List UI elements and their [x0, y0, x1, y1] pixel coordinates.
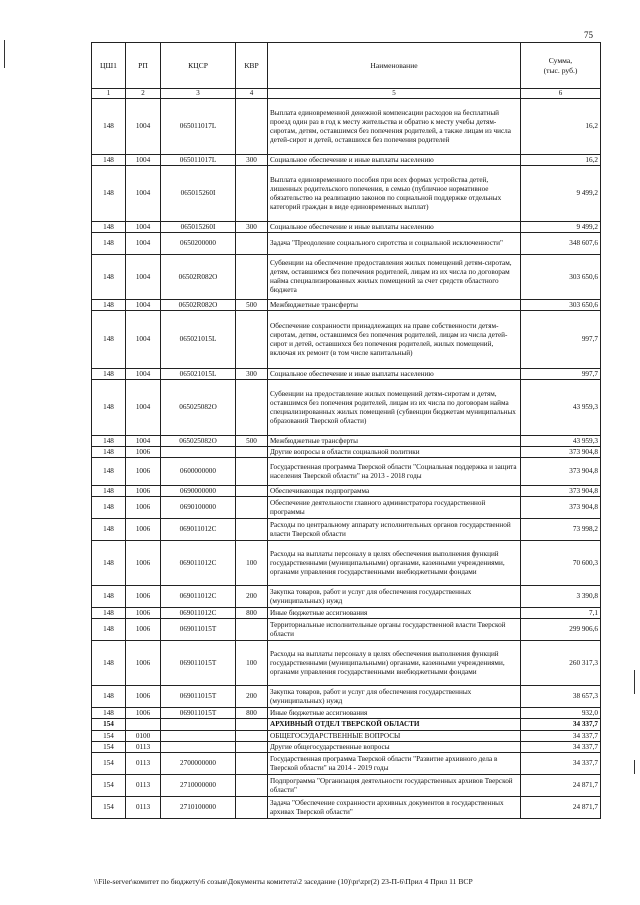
column-number: 6 — [521, 89, 601, 99]
cell-rp: 1006 — [126, 641, 161, 686]
header-row — [92, 43, 601, 89]
cell-rp: 1004 — [126, 311, 161, 369]
cell-kvr: 300 — [236, 369, 268, 380]
cell-kvr: 300 — [236, 222, 268, 233]
table-row — [92, 719, 601, 731]
cell-sum: 303 650,6 — [521, 300, 601, 311]
cell-name: Закупка товаров, работ и услуг для обеспечения государственных (муниципальных) нужд — [268, 686, 521, 708]
cell-kcsr: 069011015T — [161, 686, 236, 708]
cell-sum: 34 337,7 — [521, 742, 601, 753]
cell-kcsr: 065021015L — [161, 369, 236, 380]
cell-rp: 1006 — [126, 619, 161, 641]
cell-kcsr: 065021015L — [161, 311, 236, 369]
cell-cshch: 148 — [92, 519, 126, 541]
cell-rp: 1006 — [126, 708, 161, 719]
cell-kcsr: 069011012C — [161, 519, 236, 541]
cell-kvr — [236, 775, 268, 797]
table-row — [92, 641, 601, 686]
table-row — [92, 686, 601, 708]
column-number: 4 — [236, 89, 268, 99]
cell-rp: 1004 — [126, 255, 161, 300]
cell-name: Иные бюджетные ассигнования — [268, 708, 521, 719]
cell-name: Территориальные исполнительные органы государственной власти Тверской области — [268, 619, 521, 641]
cell-kcsr: 069011015T — [161, 641, 236, 686]
cell-rp: 1004 — [126, 233, 161, 255]
cell-cshch: 148 — [92, 458, 126, 486]
cell-sum: 16,2 — [521, 155, 601, 166]
cell-kcsr: 065025082O — [161, 436, 236, 447]
table-row — [92, 380, 601, 436]
cell-name: Государственная программа Тверской области "Развитие архивного дела в Тверской области" на 2014 - 2019 годы — [268, 753, 521, 775]
cell-rp: 1004 — [126, 300, 161, 311]
cell-sum: 373 904,8 — [521, 497, 601, 519]
table-row — [92, 155, 601, 166]
column-number: 1 — [92, 89, 126, 99]
cell-rp: 0113 — [126, 775, 161, 797]
cell-kvr — [236, 497, 268, 519]
table-row — [92, 99, 601, 155]
cell-sum: 24 871,7 — [521, 775, 601, 797]
cell-kvr — [236, 797, 268, 819]
cell-sum: 997,7 — [521, 369, 601, 380]
cell-rp: 1006 — [126, 447, 161, 458]
cell-cshch: 148 — [92, 166, 126, 222]
cell-rp: 1006 — [126, 519, 161, 541]
cell-kvr — [236, 447, 268, 458]
cell-kcsr: 069011012C — [161, 541, 236, 586]
table-row — [92, 447, 601, 458]
cell-kvr: 100 — [236, 541, 268, 586]
col-header-sum-line2: (тыс. руб.) — [543, 65, 578, 75]
cell-cshch: 154 — [92, 775, 126, 797]
cell-kcsr: 0650200000 — [161, 233, 236, 255]
table-row — [92, 222, 601, 233]
cell-kcsr: 0690100000 — [161, 497, 236, 519]
table-row — [92, 486, 601, 497]
col-header-sum — [521, 43, 601, 89]
cell-kcsr: 065011017L — [161, 99, 236, 155]
cell-cshch: 154 — [92, 753, 126, 775]
cell-name: Социальное обеспечение и иные выплаты населению — [268, 222, 521, 233]
cell-kcsr: 065015260I — [161, 166, 236, 222]
cell-cshch: 148 — [92, 641, 126, 686]
cell-rp — [126, 719, 161, 731]
cell-kvr — [236, 486, 268, 497]
cell-cshch: 148 — [92, 686, 126, 708]
cell-sum: 34 337,7 — [521, 731, 601, 742]
cell-sum: 348 607,6 — [521, 233, 601, 255]
cell-cshch: 148 — [92, 155, 126, 166]
table-body — [92, 99, 601, 819]
cell-name: Выплата единовременной денежной компенсации расходов на бесплатный проезд один раз в год к месту жительства и обратно к месту учебы детям-сиротам, детям, оставшимся без попечения родителей, а также лицам из числа детей-сирот и детей, оставшихся без попечения родителей — [268, 99, 521, 155]
right-edge-mark — [634, 670, 635, 694]
cell-kvr: 500 — [236, 436, 268, 447]
cell-cshch: 148 — [92, 608, 126, 619]
cell-kvr — [236, 619, 268, 641]
cell-name: Обеспечение деятельности главного администратора государственной программы — [268, 497, 521, 519]
cell-cshch: 148 — [92, 436, 126, 447]
cell-kvr: 200 — [236, 586, 268, 608]
cell-kvr — [236, 731, 268, 742]
cell-name: Обеспечение сохранности принадлежащих на праве собственности детям-сиротам, детям, оставшимся без попечения родителей, лицам из числа детей-сирот и детей, оставшихся без попечения родителей, жилых помещений, включая их ремонт (в том числе капитальный) — [268, 311, 521, 369]
cell-name: Субвенции на обеспечение предоставления жилых помещений детям-сиротам, детям, оставшимся без попечения родителей, лицам из их числа по договорам найма специализированных жилых помещений за счет средств областного бюджета — [268, 255, 521, 300]
cell-name: Межбюджетные трансферты — [268, 436, 521, 447]
cell-cshch: 148 — [92, 255, 126, 300]
left-edge-mark — [4, 40, 5, 68]
cell-kcsr — [161, 742, 236, 753]
table-row — [92, 255, 601, 300]
cell-cshch: 148 — [92, 541, 126, 586]
cell-kcsr: 069011012C — [161, 608, 236, 619]
cell-rp: 0113 — [126, 742, 161, 753]
cell-kvr: 100 — [236, 641, 268, 686]
col-header-kvr: КВР — [236, 43, 268, 89]
col-header-name: Наименование — [268, 43, 521, 89]
cell-sum: 34 337,7 — [521, 719, 601, 731]
cell-rp: 1004 — [126, 436, 161, 447]
cell-name: Выплата единовременного пособия при всех формах устройства детей, лишенных родительского попечения, в семью (публичное нормативное обязательство на реализацию законов по социальной поддержке отдельных категорий граждан в виде единовременных выплат) — [268, 166, 521, 222]
table-row — [92, 436, 601, 447]
table-row — [92, 797, 601, 819]
cell-rp: 1004 — [126, 222, 161, 233]
cell-kvr: 200 — [236, 686, 268, 708]
cell-rp: 1004 — [126, 166, 161, 222]
cell-kvr — [236, 233, 268, 255]
cell-sum: 16,2 — [521, 99, 601, 155]
cell-name: Социальное обеспечение и иные выплаты населению — [268, 155, 521, 166]
col-header-sum-line1: Сумма, — [548, 56, 573, 66]
cell-kvr — [236, 255, 268, 300]
cell-name: Обеспечивающая подпрограмма — [268, 486, 521, 497]
col-header-kcsr: КЦСР — [161, 43, 236, 89]
cell-cshch: 148 — [92, 586, 126, 608]
cell-rp: 1004 — [126, 155, 161, 166]
cell-name: Задача "Обеспечение сохранности архивных документов в государственных архивах Тверской области" — [268, 797, 521, 819]
cell-name: Расходы по центральному аппарату исполнительных органов государственной власти Тверской области — [268, 519, 521, 541]
budget-table — [91, 42, 601, 819]
table-row — [92, 753, 601, 775]
cell-cshch: 154 — [92, 797, 126, 819]
cell-cshch: 154 — [92, 742, 126, 753]
table-row — [92, 742, 601, 753]
cell-cshch: 148 — [92, 311, 126, 369]
cell-cshch: 148 — [92, 497, 126, 519]
column-number: 2 — [126, 89, 161, 99]
cell-sum: 70 600,3 — [521, 541, 601, 586]
right-edge-mark-2 — [634, 760, 635, 774]
cell-kvr — [236, 753, 268, 775]
cell-kvr: 300 — [236, 155, 268, 166]
cell-sum: 303 650,6 — [521, 255, 601, 300]
cell-sum: 24 871,7 — [521, 797, 601, 819]
cell-name: Иные бюджетные ассигнования — [268, 608, 521, 619]
cell-rp: 1004 — [126, 380, 161, 436]
cell-kvr — [236, 99, 268, 155]
table-row — [92, 166, 601, 222]
cell-cshch: 148 — [92, 369, 126, 380]
table-row — [92, 775, 601, 797]
cell-rp: 0100 — [126, 731, 161, 742]
table-row — [92, 608, 601, 619]
cell-name: Другие вопросы в области социальной политики — [268, 447, 521, 458]
cell-kvr — [236, 311, 268, 369]
cell-name: Другие общегосударственные вопросы — [268, 742, 521, 753]
cell-cshch: 148 — [92, 99, 126, 155]
footer-file-path: \\File-server\комитет по бюджету\6 созыв\Документы комитета\2 заседание (10)\pr\zpr(2) 23-П-6\Прил 4 Прил 11 ВСР — [94, 877, 473, 886]
cell-cshch: 148 — [92, 380, 126, 436]
cell-kvr: 800 — [236, 608, 268, 619]
column-number: 3 — [161, 89, 236, 99]
cell-name: Закупка товаров, работ и услуг для обеспечения государственных (муниципальных) нужд — [268, 586, 521, 608]
cell-name: Расходы на выплаты персоналу в целях обеспечения выполнения функций государственными (муниципальными) органами, казенными учреждениями, органами управления государственными внебюджетными фондами — [268, 541, 521, 586]
cell-kcsr — [161, 447, 236, 458]
cell-cshch: 154 — [92, 719, 126, 731]
cell-sum: 373 904,8 — [521, 486, 601, 497]
cell-sum: 38 657,3 — [521, 686, 601, 708]
table-row — [92, 731, 601, 742]
cell-kvr: 800 — [236, 708, 268, 719]
cell-rp: 1006 — [126, 541, 161, 586]
column-number-row — [92, 89, 601, 99]
table-row — [92, 519, 601, 541]
cell-sum: 9 499,2 — [521, 222, 601, 233]
cell-kcsr: 2710000000 — [161, 775, 236, 797]
cell-cshch: 148 — [92, 486, 126, 497]
cell-sum: 3 390,8 — [521, 586, 601, 608]
cell-sum: 299 906,6 — [521, 619, 601, 641]
cell-kcsr: 2710100000 — [161, 797, 236, 819]
cell-kcsr: 06502R082O — [161, 300, 236, 311]
cell-kcsr: 06502R082O — [161, 255, 236, 300]
column-number: 5 — [268, 89, 521, 99]
cell-rp: 1006 — [126, 486, 161, 497]
cell-kvr — [236, 458, 268, 486]
cell-kcsr: 069011012C — [161, 586, 236, 608]
table-row — [92, 369, 601, 380]
cell-kvr — [236, 519, 268, 541]
cell-name: Субвенции на предоставление жилых помещений детям-сиротам и детям, оставшимся без попечения родителей, лицам из их числа по договорам найма специализированных жилых помещений (субвенции бюджетам муниципальных образований Тверской области) — [268, 380, 521, 436]
cell-rp: 1006 — [126, 586, 161, 608]
cell-rp: 1006 — [126, 608, 161, 619]
cell-kcsr: 2700000000 — [161, 753, 236, 775]
cell-kvr — [236, 380, 268, 436]
cell-sum: 932,0 — [521, 708, 601, 719]
cell-cshch: 148 — [92, 300, 126, 311]
cell-name: Социальное обеспечение и иные выплаты населению — [268, 369, 521, 380]
cell-sum: 7,1 — [521, 608, 601, 619]
table-row — [92, 586, 601, 608]
cell-kcsr: 065011017L — [161, 155, 236, 166]
cell-kcsr: 065025082O — [161, 380, 236, 436]
cell-cshch: 148 — [92, 222, 126, 233]
cell-cshch: 148 — [92, 708, 126, 719]
cell-kcsr: 069011015T — [161, 708, 236, 719]
cell-name: Подпрограмма "Организация деятельности государственных архивов Тверской области" — [268, 775, 521, 797]
table-row — [92, 311, 601, 369]
cell-kvr — [236, 166, 268, 222]
cell-kcsr: 0690000000 — [161, 486, 236, 497]
cell-kcsr: 065015260I — [161, 222, 236, 233]
table-row — [92, 300, 601, 311]
table-row — [92, 233, 601, 255]
page-number: 75 — [584, 30, 593, 40]
cell-name: АРХИВНЫЙ ОТДЕЛ ТВЕРСКОЙ ОБЛАСТИ — [268, 719, 521, 731]
cell-rp: 0113 — [126, 797, 161, 819]
cell-sum: 34 337,7 — [521, 753, 601, 775]
cell-kvr — [236, 742, 268, 753]
cell-sum: 373 904,8 — [521, 447, 601, 458]
cell-cshch: 154 — [92, 731, 126, 742]
col-header-cshch: ЦШ1 — [92, 43, 126, 89]
cell-name: Расходы на выплаты персоналу в целях обеспечения выполнения функций государственными (муниципальными) органами, казенными учреждениями, органами управления государственными внебюджетными фондами — [268, 641, 521, 686]
cell-rp: 1006 — [126, 686, 161, 708]
cell-cshch: 148 — [92, 619, 126, 641]
cell-rp: 1006 — [126, 458, 161, 486]
cell-name: Задача "Преодоление социального сиротства и социальной исключенности" — [268, 233, 521, 255]
table-row — [92, 619, 601, 641]
cell-sum: 43 959,3 — [521, 436, 601, 447]
cell-name: Межбюджетные трансферты — [268, 300, 521, 311]
cell-kvr — [236, 719, 268, 731]
cell-cshch: 148 — [92, 447, 126, 458]
cell-kcsr — [161, 731, 236, 742]
cell-cshch: 148 — [92, 233, 126, 255]
cell-sum: 73 998,2 — [521, 519, 601, 541]
cell-kcsr: 069011015T — [161, 619, 236, 641]
col-header-rp: РП — [126, 43, 161, 89]
cell-kcsr: 0600000000 — [161, 458, 236, 486]
cell-kvr: 500 — [236, 300, 268, 311]
cell-kcsr — [161, 719, 236, 731]
cell-rp: 1004 — [126, 369, 161, 380]
cell-sum: 9 499,2 — [521, 166, 601, 222]
cell-sum: 373 904,8 — [521, 458, 601, 486]
cell-sum: 997,7 — [521, 311, 601, 369]
cell-name: Государственная программа Тверской области "Социальная поддержка и защита населения Тверской области" на 2013 - 2018 годы — [268, 458, 521, 486]
cell-rp: 1004 — [126, 99, 161, 155]
table-row — [92, 541, 601, 586]
cell-sum: 260 317,3 — [521, 641, 601, 686]
cell-name: ОБЩЕГОСУДАРСТВЕННЫЕ ВОПРОСЫ — [268, 731, 521, 742]
cell-rp: 1006 — [126, 497, 161, 519]
cell-rp: 0113 — [126, 753, 161, 775]
table-row — [92, 497, 601, 519]
table-row — [92, 708, 601, 719]
table-row — [92, 458, 601, 486]
cell-sum: 43 959,3 — [521, 380, 601, 436]
